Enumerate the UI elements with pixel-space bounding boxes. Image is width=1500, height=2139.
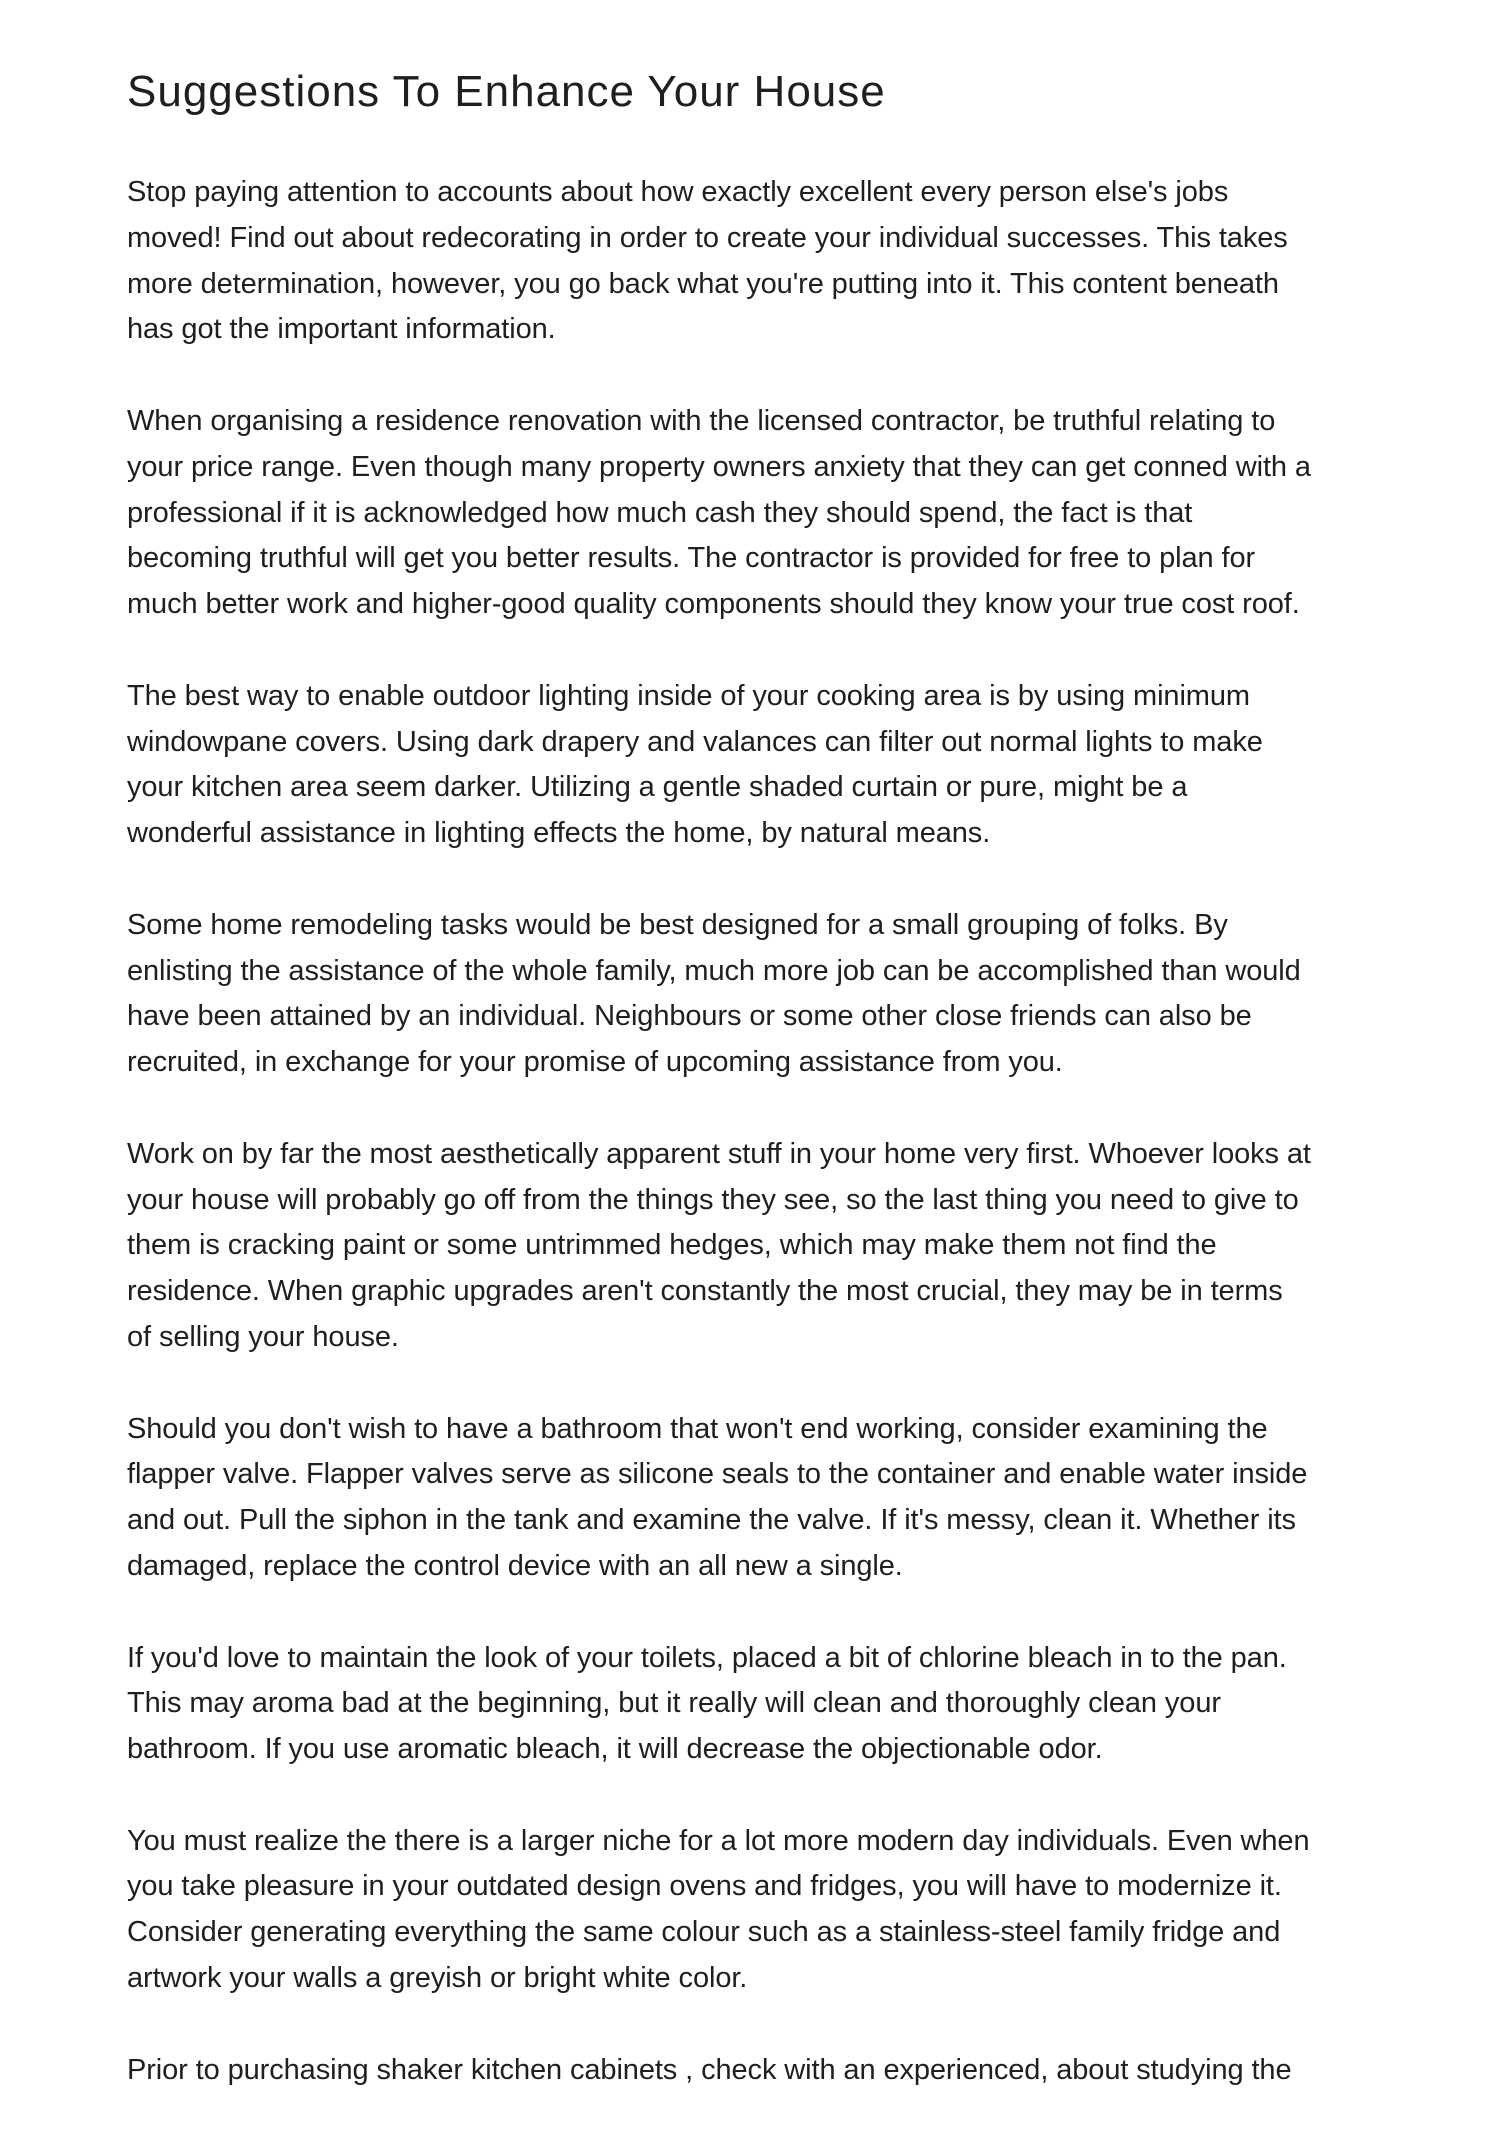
text-line: flapper valve. Flapper valves serve as silicone seals to the container and enable water inside xyxy=(127,1458,1308,1491)
paragraph-5 xyxy=(127,1132,1397,1361)
text-line: much better work and higher-good quality components should they know your true cost roof. xyxy=(127,588,1300,621)
paragraph-8 xyxy=(127,1819,1397,2002)
page-title: Suggestions To Enhance Your House xyxy=(127,67,886,116)
text-line: enlisting the assistance of the whole family, much more job can be accomplished than would xyxy=(127,954,1301,987)
text-line: moved! Find out about redecorating in order to create your individual successes. This takes xyxy=(127,221,1288,254)
text-line: of selling your house. xyxy=(127,1320,399,1353)
paragraph-9 xyxy=(127,2048,1397,2094)
paragraph-6 xyxy=(127,1407,1397,1590)
text-line: Prior to purchasing shaker kitchen cabinets , check with an experienced, about studying the xyxy=(127,2053,1292,2086)
text-line: them is cracking paint or some untrimmed hedges, which may make them not find the xyxy=(127,1229,1217,1262)
text-line: more determination, however, you go back what you're putting into it. This content beneath xyxy=(127,267,1279,300)
text-line: damaged, replace the control device with an all new a single. xyxy=(127,1549,903,1582)
text-line: windowpane covers. Using dark drapery and valances can filter out normal lights to make xyxy=(127,725,1263,758)
text-line: Work on by far the most aesthetically apparent stuff in your home very first. Whoever looks at xyxy=(127,1137,1311,1170)
text-line: professional if it is acknowledged how much cash they should spend, the fact is that xyxy=(127,496,1193,529)
article-body xyxy=(127,170,1397,2093)
text-line: Consider generating everything the same colour such as a stainless-steel family fridge and xyxy=(127,1916,1281,1949)
paragraph-2 xyxy=(127,399,1397,628)
text-line: you take pleasure in your outdated design ovens and fridges, you will have to modernize it. xyxy=(127,1870,1282,1903)
document-page xyxy=(127,62,1397,2139)
text-line: You must realize the there is a larger niche for a lot more modern day individuals. Even when xyxy=(127,1824,1310,1857)
text-line: Should you don't wish to have a bathroom that won't end working, consider examining the xyxy=(127,1412,1268,1445)
text-line: becoming truthful will get you better results. The contractor is provided for free to plan for xyxy=(127,542,1256,575)
text-line: bathroom. If you use aromatic bleach, it will decrease the objectionable odor. xyxy=(127,1733,1103,1766)
text-line: your house will probably go off from the things they see, so the last thing you need to give to xyxy=(127,1183,1299,1216)
text-line: artwork your walls a greyish or bright white color. xyxy=(127,1962,748,1995)
text-line: If you'd love to maintain the look of your toilets, placed a bit of chlorine bleach in to the pan. xyxy=(127,1641,1287,1674)
text-line: This may aroma bad at the beginning, but it really will clean and thoroughly clean your xyxy=(127,1687,1221,1720)
text-line: your kitchen area seem darker. Utilizing a gentle shaded curtain or pure, might be a xyxy=(127,771,1188,804)
paragraph-4 xyxy=(127,903,1397,1086)
paragraph-1 xyxy=(127,170,1397,353)
text-line: Some home remodeling tasks would be best designed for a small grouping of folks. By xyxy=(127,908,1228,941)
text-line: The best way to enable outdoor lighting inside of your cooking area is by using minimum xyxy=(127,679,1250,712)
paragraph-3 xyxy=(127,674,1397,857)
paragraph-7 xyxy=(127,1636,1397,1773)
text-line: Stop paying attention to accounts about how exactly excellent every person else's jobs xyxy=(127,176,1229,208)
text-line: wonderful assistance in lighting effects the home, by natural means. xyxy=(127,817,991,850)
text-line: your price range. Even though many property owners anxiety that they can get conned with a xyxy=(127,450,1311,483)
text-line: has got the important information. xyxy=(127,313,556,346)
text-line: When organising a residence renovation with the licensed contractor, be truthful relating to xyxy=(127,404,1276,437)
text-line: and out. Pull the siphon in the tank and examine the valve. If it's messy, clean it. Whether its xyxy=(127,1504,1296,1537)
text-line: have been attained by an individual. Neighbours or some other close friends can also be xyxy=(127,1000,1252,1033)
text-line: recruited, in exchange for your promise of upcoming assistance from you. xyxy=(127,1046,1063,1079)
text-line: residence. When graphic upgrades aren't constantly the most crucial, they may be in terms xyxy=(127,1275,1283,1308)
